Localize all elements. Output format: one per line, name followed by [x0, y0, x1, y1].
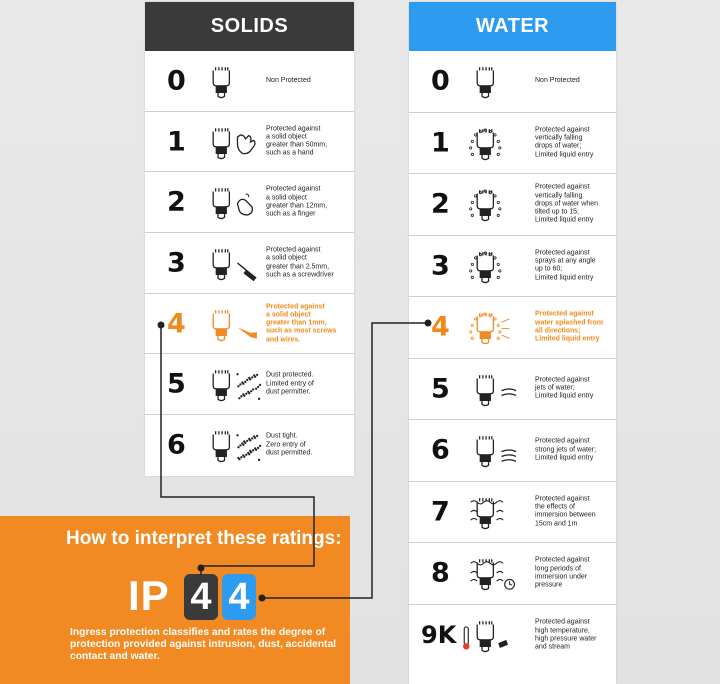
rating-description: Non Protected [266, 76, 311, 84]
rating-description: Protected against long periods of immersion under pressure [535, 556, 590, 589]
rating-row-1 [145, 112, 354, 173]
led-bulb-icon [213, 67, 229, 97]
dust-icon [197, 362, 265, 406]
rating-level: 5 [431, 373, 450, 405]
rating-description: Protected against a solid object greater than 1mm, such as most screws and wires. [266, 302, 337, 344]
dust-tight-icon [197, 423, 265, 467]
led-bulb-icon [213, 432, 229, 462]
rating-level: 9K [421, 621, 457, 650]
led-bulb-icon [477, 190, 493, 220]
rating-row-0 [409, 51, 616, 113]
rating-level: 2 [431, 188, 450, 220]
rating-row-0 [145, 51, 354, 112]
rating-description: Protected against sprays at any angle up to 60; Limited liquid entry [535, 249, 596, 282]
rating-description: Protected against the effects of immersion between 15cm and 1m [535, 495, 596, 528]
solids-column [145, 2, 354, 476]
solids-rows [145, 51, 354, 476]
solids-header: SOLIDS [145, 2, 354, 51]
rating-level: 0 [431, 65, 450, 97]
rating-description: Protected against a solid object greater than 2.5mm, such as a screwdriver [266, 246, 334, 279]
rating-level: 3 [431, 250, 450, 282]
led-bulb-icon [477, 252, 493, 282]
led-bulb-icon [461, 59, 529, 103]
rating-row-9k [409, 605, 616, 667]
rating-row-5 [145, 354, 354, 415]
rating-description: Non Protected [535, 77, 580, 85]
interpret-description: Ingress protection classifies and rates the degree of protection provided against intrusion, dust, accidental contact and water. [70, 627, 337, 662]
water-column [409, 2, 616, 684]
splash-icon [461, 305, 529, 349]
long-immersion-icon [461, 551, 529, 595]
led-bulb-icon [477, 436, 493, 466]
rating-level: 7 [431, 496, 450, 528]
led-bulb-icon [197, 59, 265, 103]
led-bulb-icon [477, 375, 493, 405]
strong-jet-icon [461, 428, 529, 472]
rating-row-4 [409, 297, 616, 359]
rating-description: Protected against vertically falling drops of water; Limited liquid entry [535, 126, 594, 159]
ip-water-digit: 4 [222, 574, 256, 620]
rating-row-8 [409, 543, 616, 605]
led-bulb-icon [477, 129, 493, 159]
dripping-water-icon [461, 121, 529, 165]
led-bulb-icon [213, 188, 229, 218]
led-bulb-icon [477, 621, 493, 651]
immersion-icon [461, 490, 529, 534]
rating-description: Protected against a solid object greater than 50mm, such as a hand [266, 124, 328, 157]
rating-level: 6 [167, 429, 186, 461]
rating-row-7 [409, 482, 616, 544]
interpret-title: How to interpret these ratings: [66, 528, 342, 549]
led-bulb-icon [213, 128, 229, 158]
finger-icon [197, 180, 265, 224]
rating-description: Dust tight. Zero entry of dust permitted. [266, 433, 313, 457]
water-header: WATER [409, 2, 616, 51]
led-bulb-icon [213, 310, 229, 340]
rating-row-2 [409, 174, 616, 236]
rating-row-6 [409, 420, 616, 482]
rating-row-4 [145, 294, 354, 355]
screwdriver-icon [197, 241, 265, 285]
rating-description: Dust protected. Limited entry of dust permitter. [266, 371, 314, 396]
hand-icon [197, 120, 265, 164]
rating-row-3 [145, 233, 354, 294]
rating-level: 1 [167, 126, 186, 158]
tilted-drops-icon [461, 182, 529, 226]
led-bulb-icon [477, 67, 493, 97]
rating-description: Protected against water splashed from all directions; Limited liquid entry [535, 310, 604, 343]
water-jet-icon [461, 367, 529, 411]
thermometer-nozzle-icon [461, 613, 529, 657]
rating-level: 4 [167, 308, 186, 340]
rating-level: 6 [431, 434, 450, 466]
rating-row-3 [409, 236, 616, 298]
rating-description: Protected against vertically falling drops of water when tilted up to 15; Limited liquid entry [535, 183, 599, 224]
rating-row-1 [409, 113, 616, 175]
rating-description: Protected against strong jets of water; Limited liquid entry [535, 437, 597, 462]
rating-level: 2 [167, 186, 186, 218]
led-bulb-icon [477, 313, 493, 343]
water-rows [409, 51, 616, 666]
rating-description: Protected against high temperature, high pressure water and stream [535, 618, 597, 651]
rating-description: Protected against jets of water; Limited liquid entry [535, 376, 594, 400]
led-bulb-icon [213, 371, 229, 401]
rating-level: 3 [167, 247, 186, 279]
rating-level: 4 [431, 311, 450, 343]
rating-row-6 [145, 415, 354, 476]
screw-icon [197, 302, 265, 346]
led-bulb-icon [213, 249, 229, 279]
rating-level: 8 [431, 557, 450, 589]
rating-level: 0 [167, 65, 186, 97]
rating-level: 1 [431, 127, 450, 159]
rating-level: 5 [167, 368, 186, 400]
ip-label: IP [128, 572, 170, 619]
spray-icon [461, 244, 529, 288]
ip-solid-digit: 4 [184, 574, 218, 620]
rating-row-2 [145, 172, 354, 233]
rating-row-5 [409, 359, 616, 421]
rating-description: Protected against a solid object greater than 12mm, such as a finger [266, 185, 328, 218]
